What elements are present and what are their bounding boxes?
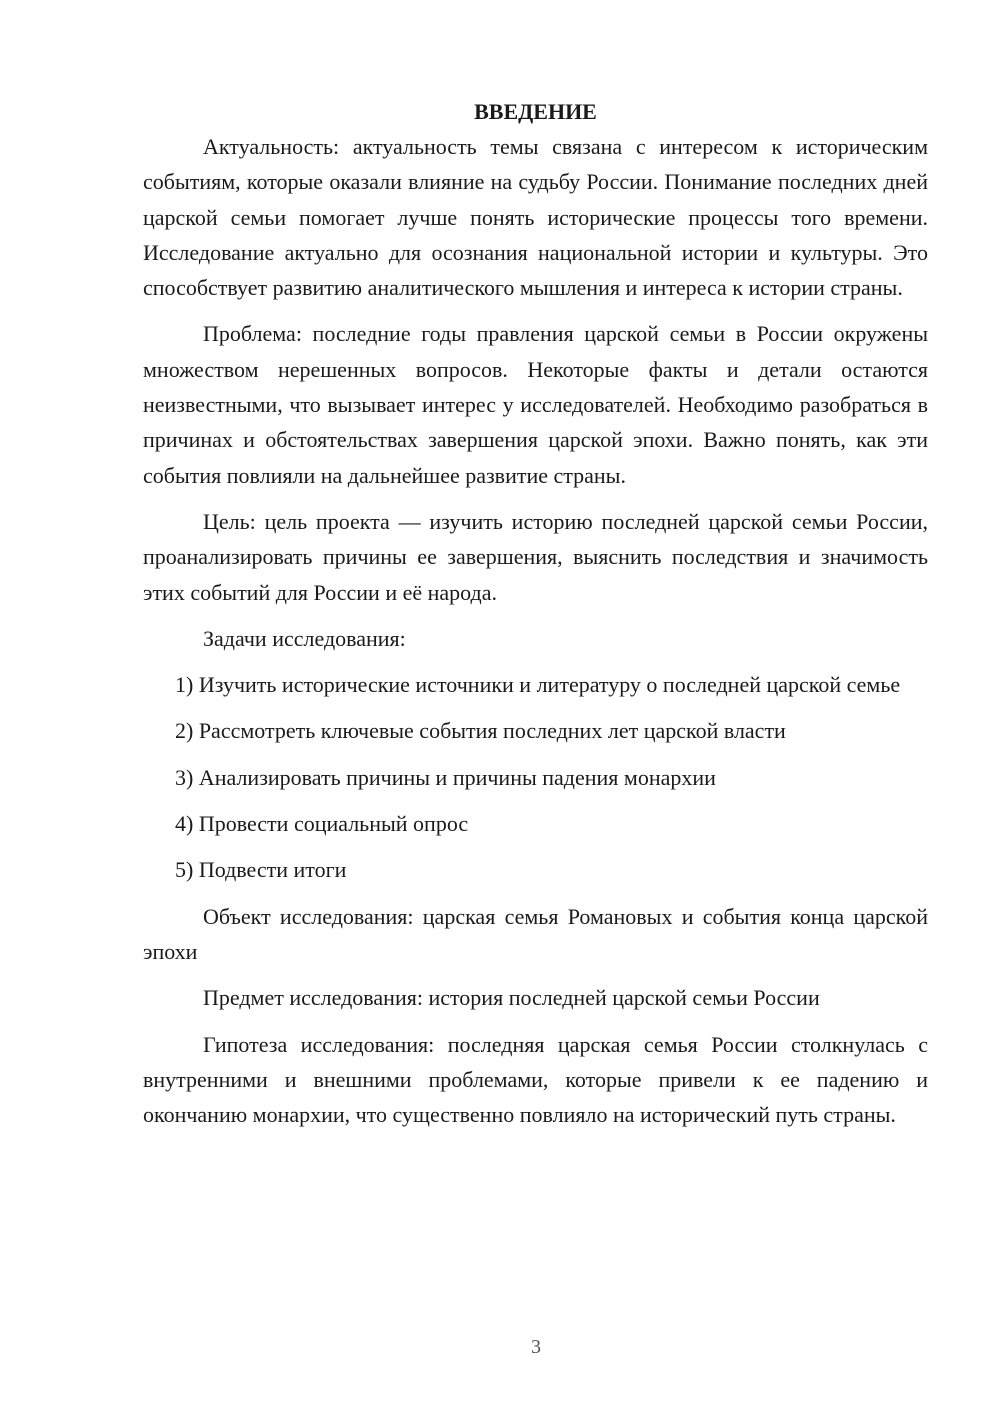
paragraph-relevance: Актуальность: актуальность темы связана с интересом к историческим событиям, которые оказали влияние на судьбу России. Понимание последних дней царской семьи помогает лучше понять исторические процессы того времени. Исследование актуально для осознания национальной истории и культуры. Это способствует развитию аналитического мышления и интереса к истории страны. [143,134,928,301]
paragraph-problem: Проблема: последние годы правления царской семьи в России окружены множеством нерешенных вопросов. Некоторые факты и детали остаются неизвестными, что вызывает интерес у исследователей. Необходимо разобраться в причинах и обстоятельствах завершения царской эпохи. Важно понять, как эти события повлияли на дальнейшее развитие страны. [143,321,928,488]
paragraph-hypothesis: Гипотеза исследования: последняя царская семья России столкнулась с внутренними и внешними проблемами, которые привели к ее падению и окончанию монархии, что существенно повлияло на исторический путь страны. [143,1031,928,1128]
task-item-3: 3) Анализировать причины и причины падения монархии [175,764,716,790]
paragraph-goal: Цель: цель проекта — изучить историю последней царской семьи России, проанализировать причины ее завершения, выяснить последствия и значимость этих событий для России и её народа. [143,508,928,605]
tasks-heading: Задачи исследования: [203,625,406,651]
document-page [143,94,928,1132]
task-item-2: 2) Рассмотреть ключевые события последних лет царской власти [175,718,786,744]
task-item-5: 5) Подвести итоги [175,857,347,883]
page-number: 3 [531,1336,541,1358]
section-title: ВВЕДЕНИЕ [474,99,597,124]
paragraph-subject: Предмет исследования: история последней царской семьи России [203,985,820,1011]
task-item-1: 1) Изучить исторические источники и литературу о последней царской семье [175,672,901,698]
paragraph-object: Объект исследования: царская семья Романовых и события конца царской эпохи [143,903,928,964]
task-item-4: 4) Провести социальный опрос [175,811,469,837]
